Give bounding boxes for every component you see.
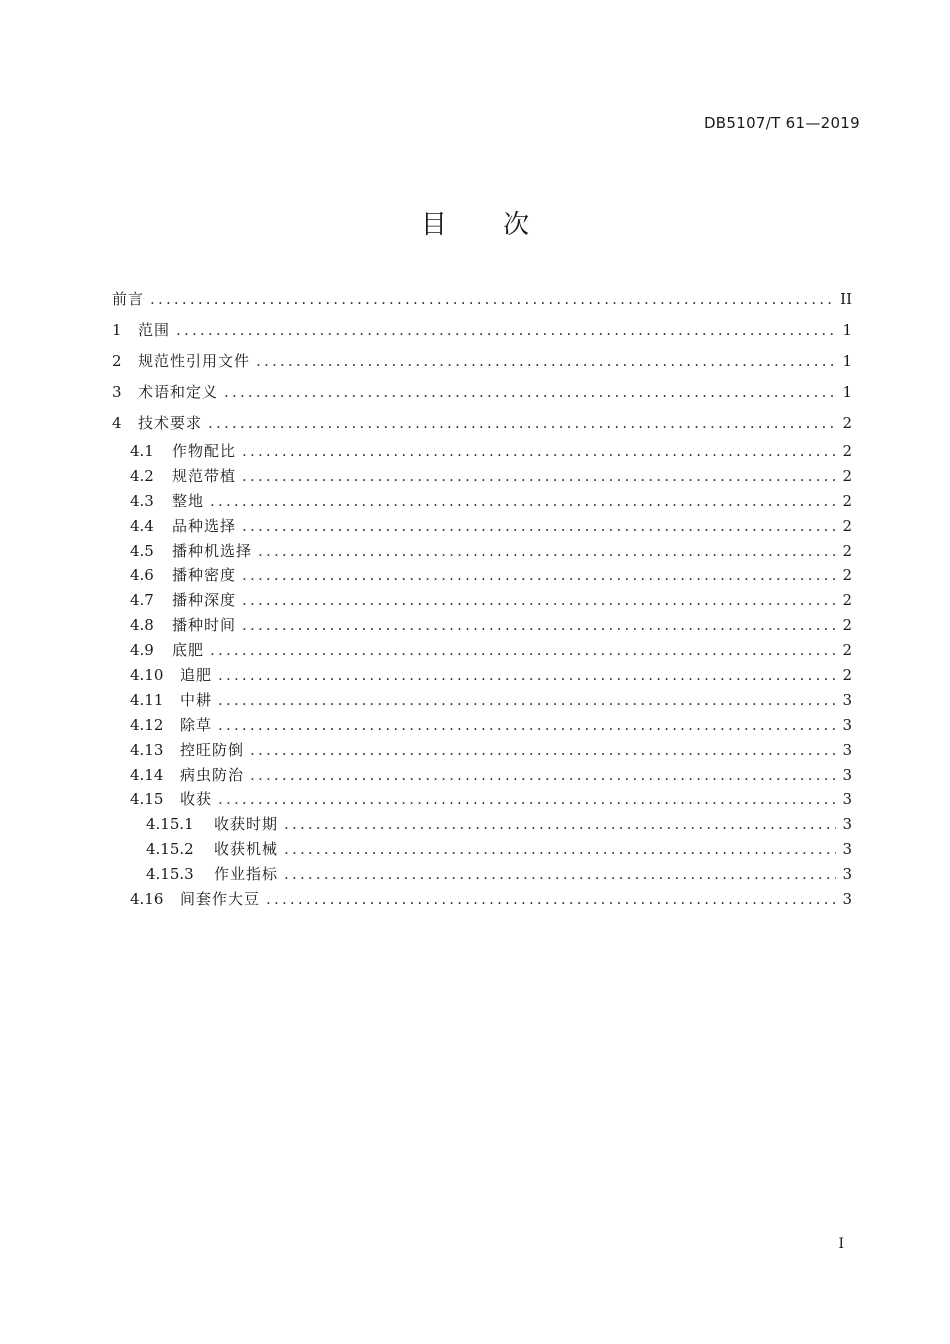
toc-entry-number: 4.4: [130, 516, 154, 535]
toc-entry-4-2[interactable]: [112, 464, 852, 489]
toc-entry-text: 除草: [180, 715, 213, 734]
toc-entry-text: 中耕: [180, 690, 213, 709]
toc-entry-number: 4.7: [130, 591, 154, 610]
toc-leader-dots: [218, 787, 836, 812]
toc-entry-number: 1: [112, 321, 122, 339]
toc-entry-text: 作物配比: [172, 442, 237, 460]
document-code: DB5107/T 61—2019: [703, 114, 860, 132]
toc-entry-text: 规范性引用文件: [138, 352, 251, 370]
toc-leader-dots: [242, 588, 836, 613]
toc-leader-dots: [250, 763, 836, 788]
toc-leader-dots: [208, 408, 836, 439]
toc-entry-number: 2: [112, 352, 122, 370]
toc-entry-4[interactable]: [112, 408, 852, 439]
toc-entry-number: 4.15.1: [146, 815, 194, 834]
toc-leader-dots: [218, 713, 836, 738]
toc-entry-text: 收获: [180, 790, 213, 809]
toc-entry-number: 4.5: [130, 541, 154, 560]
toc-entry-text: 术语和定义: [138, 383, 219, 401]
toc-entry-text: 播种密度: [172, 566, 237, 585]
toc-entry-number: 4.14: [130, 765, 164, 784]
toc-entry-number: 4.13: [130, 740, 164, 759]
toc-leader-dots: [284, 862, 836, 887]
toc-entry-text: 播种时间: [172, 616, 237, 635]
toc-entry-text: 收获机械: [214, 840, 279, 859]
toc-entry-number: 4.16: [130, 890, 164, 909]
toc-page-number: 3: [842, 765, 852, 784]
toc-page-number: 2: [842, 442, 852, 460]
toc-leader-dots: [284, 812, 836, 837]
toc-entry-4-6[interactable]: [112, 563, 852, 588]
toc-entry-foreword[interactable]: [112, 284, 852, 315]
toc-leader-dots: [242, 563, 836, 588]
toc-entry-4-15-3[interactable]: [112, 862, 852, 887]
toc-page-number: 2: [842, 616, 852, 635]
toc-leader-dots: [258, 539, 836, 564]
toc-entry-number: 4.3: [130, 491, 154, 510]
toc-entry-number: 4.11: [130, 690, 164, 709]
page-title: 目 次: [420, 210, 554, 240]
toc-page-number: 1: [842, 383, 852, 401]
toc-page-number: II: [840, 290, 852, 308]
page-number: I: [838, 1236, 844, 1252]
toc-entry-4-15[interactable]: [112, 787, 852, 812]
toc-page-number: 2: [842, 466, 852, 485]
toc-entry-number: 4.6: [130, 566, 154, 585]
toc-entry-number: 4.8: [130, 616, 154, 635]
toc-entry-4-1[interactable]: [112, 439, 852, 464]
toc-page-number: 2: [842, 414, 852, 432]
toc-entry-number: 3: [112, 383, 122, 401]
toc-leader-dots: [150, 284, 834, 315]
toc-leader-dots: [266, 887, 836, 912]
toc-leader-dots: [224, 377, 836, 408]
toc-leader-dots: [242, 464, 836, 489]
toc-page-number: 2: [842, 666, 852, 685]
toc-leader-dots: [242, 613, 836, 638]
toc-page-number: 1: [842, 352, 852, 370]
toc-entry-number: 4.10: [130, 666, 164, 685]
toc-entry-4-4[interactable]: [112, 514, 852, 539]
toc-entry-4-13[interactable]: [112, 738, 852, 763]
toc-entry-text: 技术要求: [138, 414, 203, 432]
toc-page-number: 2: [842, 566, 852, 585]
toc-entry-4-12[interactable]: [112, 713, 852, 738]
toc-page-number: 2: [842, 591, 852, 610]
toc-leader-dots: [218, 663, 836, 688]
toc-entry-4-15-2[interactable]: [112, 837, 852, 862]
toc-entry-number: 4.15.3: [146, 865, 194, 884]
toc-leader-dots: [210, 638, 836, 663]
toc-page-number: 3: [842, 690, 852, 709]
toc-entry-4-10[interactable]: [112, 663, 852, 688]
toc-entry-text: 作业指标: [214, 865, 279, 884]
toc-page-number: 3: [842, 865, 852, 884]
toc-leader-dots: [176, 315, 836, 346]
toc-entry-number: 4.1: [130, 442, 154, 460]
toc-leader-dots: [242, 514, 836, 539]
toc-leader-dots: [210, 489, 836, 514]
toc-entry-2[interactable]: [112, 346, 852, 377]
toc-page-number: 3: [842, 740, 852, 759]
toc-entry-number: 4: [112, 414, 122, 432]
toc-entry-text: 范围: [138, 321, 171, 339]
toc-entry-number: 4.12: [130, 715, 164, 734]
toc-entry-4-3[interactable]: [112, 489, 852, 514]
toc-page-number: 1: [842, 321, 852, 339]
toc-page-number: 2: [842, 491, 852, 510]
toc-entry-4-14[interactable]: [112, 763, 852, 788]
toc-entry-4-11[interactable]: [112, 688, 852, 713]
toc-entry-4-7[interactable]: [112, 588, 852, 613]
toc-entry-text: 底肥: [172, 641, 205, 660]
toc-entry-4-16[interactable]: [112, 887, 852, 912]
toc-page-number: 3: [842, 815, 852, 834]
toc-leader-dots: [250, 738, 836, 763]
toc-entry-text: 品种选择: [172, 516, 237, 535]
toc-leader-dots: [218, 688, 836, 713]
toc-page-number: 2: [842, 541, 852, 560]
toc-entry-text: 播种深度: [172, 591, 237, 610]
toc-entry-text: 控旺防倒: [180, 740, 245, 759]
toc-entry-1[interactable]: [112, 315, 852, 346]
toc-page-number: 3: [842, 715, 852, 734]
table-of-contents: [112, 284, 852, 912]
toc-entry-4-15-1[interactable]: [112, 812, 852, 837]
toc-page-number: 2: [842, 641, 852, 660]
toc-entry-text: 规范带植: [172, 466, 237, 485]
toc-entry-text: 收获时期: [214, 815, 279, 834]
toc-entry-number: 4.9: [130, 641, 154, 660]
toc-page-number: 3: [842, 790, 852, 809]
toc-page-number: 2: [842, 516, 852, 535]
toc-entry-text: 间套作大豆: [180, 890, 261, 909]
toc-page-number: 3: [842, 890, 852, 909]
toc-entry-4-5[interactable]: [112, 539, 852, 564]
toc-entry-number: 4.15.2: [146, 840, 194, 859]
toc-leader-dots: [242, 439, 836, 464]
toc-leader-dots: [256, 346, 836, 377]
toc-entry-text: 追肥: [180, 666, 213, 685]
toc-entry-text: 病虫防治: [180, 765, 245, 784]
toc-page-number: 3: [842, 840, 852, 859]
toc-entry-text: 播种机选择: [172, 541, 253, 560]
toc-entry-number: 4.15: [130, 790, 164, 809]
toc-entry-number: 4.2: [130, 466, 154, 485]
toc-leader-dots: [284, 837, 836, 862]
toc-entry-3[interactable]: [112, 377, 852, 408]
toc-entry-text: 整地: [172, 491, 205, 510]
toc-entry-4-8[interactable]: [112, 613, 852, 638]
toc-entry-text: 前言: [112, 290, 145, 308]
toc-entry-4-9[interactable]: [112, 638, 852, 663]
